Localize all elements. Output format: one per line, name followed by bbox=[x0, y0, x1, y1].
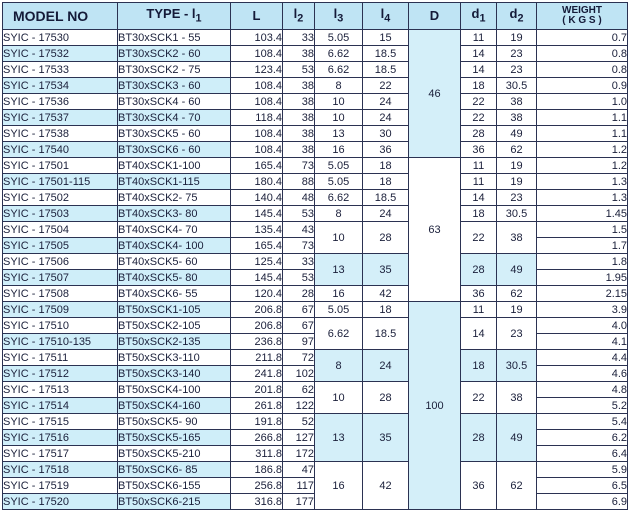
l2-cell: 53 bbox=[283, 62, 315, 78]
weight-cell: 1.5 bbox=[537, 222, 628, 238]
L-cell: 145.4 bbox=[231, 270, 283, 286]
l4-cell: 42 bbox=[363, 462, 409, 510]
model-cell: SYIC - 17515 bbox=[3, 414, 118, 430]
l2-cell: 52 bbox=[283, 414, 315, 430]
d2-cell: 23 bbox=[497, 46, 537, 62]
type-cell: BT50xSCK4-100 bbox=[118, 382, 231, 398]
d1-cell: 22 bbox=[461, 222, 497, 254]
l3-cell: 10 bbox=[315, 94, 363, 110]
type-cell: BT50xSCK1-105 bbox=[118, 302, 231, 318]
weight-cell: 1.0 bbox=[537, 94, 628, 110]
model-cell: SYIC - 17534 bbox=[3, 78, 118, 94]
l2-cell: 28 bbox=[283, 286, 315, 302]
type-cell: BT40xSCK5- 60 bbox=[118, 254, 231, 270]
weight-cell: 4.6 bbox=[537, 366, 628, 382]
table-row bbox=[3, 30, 628, 46]
L-cell: 311.8 bbox=[231, 446, 283, 462]
l2-cell: 88 bbox=[283, 174, 315, 190]
L-cell: 108.4 bbox=[231, 94, 283, 110]
table-row bbox=[3, 254, 628, 270]
type-cell: BT50xSCK6-155 bbox=[118, 478, 231, 494]
l3-cell: 10 bbox=[315, 110, 363, 126]
l2-cell: 53 bbox=[283, 270, 315, 286]
model-cell: SYIC - 17538 bbox=[3, 126, 118, 142]
type-cell: BT50xSCK5-165 bbox=[118, 430, 231, 446]
l2-cell: 97 bbox=[283, 334, 315, 350]
L-cell: 145.4 bbox=[231, 206, 283, 222]
weight-cell: 1.2 bbox=[537, 142, 628, 158]
header-l4: $l_4$ bbox=[363, 3, 409, 30]
l2-cell: 38 bbox=[283, 46, 315, 62]
l4-cell: 35 bbox=[363, 414, 409, 462]
type-cell: BT30xSCK3 - 60 bbox=[118, 78, 231, 94]
l3-cell: 16 bbox=[315, 286, 363, 302]
l4-cell: 18 bbox=[363, 302, 409, 318]
header-row bbox=[3, 3, 628, 30]
l4-cell: 18.5 bbox=[363, 318, 409, 350]
l3-cell: 6.62 bbox=[315, 46, 363, 62]
weight-cell: 6.9 bbox=[537, 494, 628, 510]
L-cell: 206.8 bbox=[231, 318, 283, 334]
table-row bbox=[3, 462, 628, 478]
L-cell: 266.8 bbox=[231, 430, 283, 446]
model-cell: SYIC - 17503 bbox=[3, 206, 118, 222]
d2-cell: 19 bbox=[497, 302, 537, 318]
d1-cell: 28 bbox=[461, 126, 497, 142]
d1-cell: 22 bbox=[461, 94, 497, 110]
d1-cell: 14 bbox=[461, 46, 497, 62]
table-row bbox=[3, 158, 628, 174]
l2-cell: 48 bbox=[283, 190, 315, 206]
d2-cell: 38 bbox=[497, 110, 537, 126]
L-cell: 201.8 bbox=[231, 382, 283, 398]
L-cell: 236.8 bbox=[231, 334, 283, 350]
header-weight: WEIGHT ( K G S ) bbox=[537, 3, 628, 30]
weight-cell: 4.4 bbox=[537, 350, 628, 366]
model-cell: SYIC - 17517 bbox=[3, 446, 118, 462]
header-model: MODEL NO bbox=[3, 3, 118, 30]
l2-cell: 122 bbox=[283, 398, 315, 414]
l4-cell: 24 bbox=[363, 110, 409, 126]
d1-cell: 36 bbox=[461, 142, 497, 158]
d2-cell: 30.5 bbox=[497, 350, 537, 382]
type-cell: BT30xSCK5 - 60 bbox=[118, 126, 231, 142]
l3-cell: 8 bbox=[315, 350, 363, 382]
model-cell: SYIC - 17511 bbox=[3, 350, 118, 366]
l3-cell: 8 bbox=[315, 78, 363, 94]
l3-cell: 13 bbox=[315, 414, 363, 462]
l3-cell: 13 bbox=[315, 126, 363, 142]
type-cell: BT50xSCK2-105 bbox=[118, 318, 231, 334]
d2-cell: 49 bbox=[497, 254, 537, 286]
table-row bbox=[3, 142, 628, 158]
model-cell: SYIC - 17509 bbox=[3, 302, 118, 318]
l2-cell: 33 bbox=[283, 254, 315, 270]
type-cell: BT30xSCK2 - 60 bbox=[118, 46, 231, 62]
model-cell: SYIC - 17501 bbox=[3, 158, 118, 174]
type-cell: BT50xSCK5-210 bbox=[118, 446, 231, 462]
weight-cell: 1.95 bbox=[537, 270, 628, 286]
type-cell: BT50xSCK3-110 bbox=[118, 350, 231, 366]
l4-cell: 24 bbox=[363, 350, 409, 382]
weight-cell: 0.8 bbox=[537, 46, 628, 62]
weight-cell: 1.1 bbox=[537, 110, 628, 126]
d2-cell: 38 bbox=[497, 222, 537, 254]
type-cell: BT40xSCK2- 75 bbox=[118, 190, 231, 206]
table-row bbox=[3, 302, 628, 318]
L-cell: 165.4 bbox=[231, 238, 283, 254]
model-cell: SYIC - 17530 bbox=[3, 30, 118, 46]
type-cell: BT50xSCK4-160 bbox=[118, 398, 231, 414]
l2-cell: 33 bbox=[283, 30, 315, 46]
l3-cell: 6.62 bbox=[315, 318, 363, 350]
L-cell: 180.4 bbox=[231, 174, 283, 190]
model-cell: SYIC - 17532 bbox=[3, 46, 118, 62]
l3-cell: 5.05 bbox=[315, 174, 363, 190]
type-cell: BT50xSCK6- 85 bbox=[118, 462, 231, 478]
header-type: TYPE - $l_1$ bbox=[118, 3, 231, 30]
type-cell: BT40xSCK4- 70 bbox=[118, 222, 231, 238]
l2-cell: 127 bbox=[283, 430, 315, 446]
weight-cell: 4.1 bbox=[537, 334, 628, 350]
l4-cell: 30 bbox=[363, 126, 409, 142]
l4-cell: 24 bbox=[363, 94, 409, 110]
model-cell: SYIC - 17520 bbox=[3, 494, 118, 510]
L-cell: 206.8 bbox=[231, 302, 283, 318]
weight-cell: 1.8 bbox=[537, 254, 628, 270]
l4-cell: 24 bbox=[363, 206, 409, 222]
d1-cell: 11 bbox=[461, 174, 497, 190]
l3-cell: 16 bbox=[315, 462, 363, 510]
header-l3: $l_3$ bbox=[315, 3, 363, 30]
table-row bbox=[3, 222, 628, 238]
type-cell: BT30xSCK1 - 55 bbox=[118, 30, 231, 46]
l2-cell: 38 bbox=[283, 94, 315, 110]
table-row bbox=[3, 46, 628, 62]
l2-cell: 62 bbox=[283, 382, 315, 398]
header-l2: $l_2$ bbox=[283, 3, 315, 30]
weight-cell: 5.9 bbox=[537, 462, 628, 478]
d1-cell: 11 bbox=[461, 30, 497, 46]
table-row bbox=[3, 78, 628, 94]
d1-cell: 18 bbox=[461, 350, 497, 382]
header-d1: $d_1$ bbox=[461, 3, 497, 30]
weight-cell: 6.4 bbox=[537, 446, 628, 462]
L-cell: 241.8 bbox=[231, 366, 283, 382]
model-cell: SYIC - 17508 bbox=[3, 286, 118, 302]
d2-cell: 19 bbox=[497, 174, 537, 190]
d1-cell: 18 bbox=[461, 78, 497, 94]
l4-cell: 18 bbox=[363, 158, 409, 174]
L-cell: 103.4 bbox=[231, 30, 283, 46]
weight-cell: 5.2 bbox=[537, 398, 628, 414]
header-D: D bbox=[409, 3, 461, 30]
d2-cell: 38 bbox=[497, 94, 537, 110]
model-cell: SYIC - 17533 bbox=[3, 62, 118, 78]
l4-cell: 35 bbox=[363, 254, 409, 286]
l3-cell: 13 bbox=[315, 254, 363, 286]
l2-cell: 38 bbox=[283, 142, 315, 158]
table-row bbox=[3, 110, 628, 126]
model-cell: SYIC - 17540 bbox=[3, 142, 118, 158]
L-cell: 118.4 bbox=[231, 110, 283, 126]
l2-cell: 73 bbox=[283, 158, 315, 174]
spec-table bbox=[2, 2, 628, 510]
d2-cell: 23 bbox=[497, 190, 537, 206]
weight-cell: 0.9 bbox=[537, 78, 628, 94]
l3-cell: 5.05 bbox=[315, 158, 363, 174]
weight-cell: 1.3 bbox=[537, 174, 628, 190]
model-cell: SYIC - 17507 bbox=[3, 270, 118, 286]
type-cell: BT30xSCK6 - 60 bbox=[118, 142, 231, 158]
table-row bbox=[3, 206, 628, 222]
l3-cell: 5.05 bbox=[315, 302, 363, 318]
d2-cell: 62 bbox=[497, 462, 537, 510]
L-cell: 261.8 bbox=[231, 398, 283, 414]
L-cell: 256.8 bbox=[231, 478, 283, 494]
table-row bbox=[3, 94, 628, 110]
weight-cell: 5.4 bbox=[537, 414, 628, 430]
model-cell: SYIC - 17518 bbox=[3, 462, 118, 478]
l2-cell: 38 bbox=[283, 110, 315, 126]
L-cell: 316.8 bbox=[231, 494, 283, 510]
d1-cell: 22 bbox=[461, 382, 497, 414]
d1-cell: 14 bbox=[461, 190, 497, 206]
type-cell: BT50xSCK3-140 bbox=[118, 366, 231, 382]
d1-cell: 11 bbox=[461, 302, 497, 318]
l2-cell: 117 bbox=[283, 478, 315, 494]
l2-cell: 73 bbox=[283, 238, 315, 254]
l2-cell: 67 bbox=[283, 302, 315, 318]
L-cell: 108.4 bbox=[231, 126, 283, 142]
l2-cell: 43 bbox=[283, 222, 315, 238]
l4-cell: 18.5 bbox=[363, 62, 409, 78]
type-cell: BT40xSCK1-115 bbox=[118, 174, 231, 190]
table-row bbox=[3, 62, 628, 78]
l4-cell: 28 bbox=[363, 222, 409, 254]
model-cell: SYIC - 17510 bbox=[3, 318, 118, 334]
L-cell: 211.8 bbox=[231, 350, 283, 366]
weight-cell: 2.15 bbox=[537, 286, 628, 302]
l3-cell: 10 bbox=[315, 222, 363, 254]
L-cell: 108.4 bbox=[231, 46, 283, 62]
l4-cell: 18.5 bbox=[363, 190, 409, 206]
d1-cell: 36 bbox=[461, 286, 497, 302]
table-row bbox=[3, 126, 628, 142]
model-cell: SYIC - 17513 bbox=[3, 382, 118, 398]
d2-cell: 49 bbox=[497, 414, 537, 462]
D-cell: 46 bbox=[409, 30, 461, 158]
d2-cell: 62 bbox=[497, 142, 537, 158]
weight-cell: 6.2 bbox=[537, 430, 628, 446]
l2-cell: 47 bbox=[283, 462, 315, 478]
l3-cell: 5.05 bbox=[315, 30, 363, 46]
l3-cell: 6.62 bbox=[315, 190, 363, 206]
l3-cell: 10 bbox=[315, 382, 363, 414]
model-cell: SYIC - 17537 bbox=[3, 110, 118, 126]
d1-cell: 14 bbox=[461, 318, 497, 350]
type-cell: BT40xSCK5- 80 bbox=[118, 270, 231, 286]
L-cell: 191.8 bbox=[231, 414, 283, 430]
l4-cell: 18 bbox=[363, 174, 409, 190]
d2-cell: 38 bbox=[497, 382, 537, 414]
type-cell: BT40xSCK1-100 bbox=[118, 158, 231, 174]
model-cell: SYIC - 17510-135 bbox=[3, 334, 118, 350]
weight-cell: 1.7 bbox=[537, 238, 628, 254]
weight-cell: 3.9 bbox=[537, 302, 628, 318]
d2-cell: 30.5 bbox=[497, 78, 537, 94]
l4-cell: 28 bbox=[363, 382, 409, 414]
d2-cell: 49 bbox=[497, 126, 537, 142]
L-cell: 165.4 bbox=[231, 158, 283, 174]
l2-cell: 38 bbox=[283, 126, 315, 142]
header-d2: $d_2$ bbox=[497, 3, 537, 30]
weight-cell: 4.0 bbox=[537, 318, 628, 334]
d1-cell: 14 bbox=[461, 62, 497, 78]
weight-cell: 1.45 bbox=[537, 206, 628, 222]
l3-cell: 6.62 bbox=[315, 62, 363, 78]
l3-cell: 8 bbox=[315, 206, 363, 222]
table-row bbox=[3, 382, 628, 398]
type-cell: BT50xSCK5- 90 bbox=[118, 414, 231, 430]
weight-cell: 1.2 bbox=[537, 158, 628, 174]
l4-cell: 42 bbox=[363, 286, 409, 302]
L-cell: 140.4 bbox=[231, 190, 283, 206]
weight-cell: 1.1 bbox=[537, 126, 628, 142]
model-cell: SYIC - 17501-115 bbox=[3, 174, 118, 190]
L-cell: 120.4 bbox=[231, 286, 283, 302]
D-cell: 63 bbox=[409, 158, 461, 302]
table-row bbox=[3, 318, 628, 334]
D-cell: 100 bbox=[409, 302, 461, 510]
type-cell: BT30xSCK2 - 75 bbox=[118, 62, 231, 78]
type-cell: BT50xSCK2-135 bbox=[118, 334, 231, 350]
model-cell: SYIC - 17536 bbox=[3, 94, 118, 110]
l2-cell: 67 bbox=[283, 318, 315, 334]
table-row bbox=[3, 174, 628, 190]
d2-cell: 23 bbox=[497, 318, 537, 350]
weight-cell: 1.3 bbox=[537, 190, 628, 206]
d1-cell: 28 bbox=[461, 254, 497, 286]
model-cell: SYIC - 17506 bbox=[3, 254, 118, 270]
L-cell: 125.4 bbox=[231, 254, 283, 270]
type-cell: BT40xSCK6- 55 bbox=[118, 286, 231, 302]
weight-cell: 6.5 bbox=[537, 478, 628, 494]
model-cell: SYIC - 17502 bbox=[3, 190, 118, 206]
L-cell: 123.4 bbox=[231, 62, 283, 78]
model-cell: SYIC - 17514 bbox=[3, 398, 118, 414]
d1-cell: 28 bbox=[461, 414, 497, 462]
table-row bbox=[3, 350, 628, 366]
d1-cell: 22 bbox=[461, 110, 497, 126]
L-cell: 108.4 bbox=[231, 142, 283, 158]
weight-cell: 0.7 bbox=[537, 30, 628, 46]
model-cell: SYIC - 17512 bbox=[3, 366, 118, 382]
d1-cell: 18 bbox=[461, 206, 497, 222]
l4-cell: 36 bbox=[363, 142, 409, 158]
model-cell: SYIC - 17519 bbox=[3, 478, 118, 494]
type-cell: BT30xSCK4 - 60 bbox=[118, 94, 231, 110]
d1-cell: 11 bbox=[461, 158, 497, 174]
d2-cell: 19 bbox=[497, 30, 537, 46]
table-row bbox=[3, 286, 628, 302]
l2-cell: 72 bbox=[283, 350, 315, 366]
L-cell: 186.8 bbox=[231, 462, 283, 478]
l4-cell: 22 bbox=[363, 78, 409, 94]
model-cell: SYIC - 17504 bbox=[3, 222, 118, 238]
d2-cell: 23 bbox=[497, 62, 537, 78]
l2-cell: 177 bbox=[283, 494, 315, 510]
l2-cell: 172 bbox=[283, 446, 315, 462]
type-cell: BT40xSCK4- 100 bbox=[118, 238, 231, 254]
model-cell: SYIC - 17505 bbox=[3, 238, 118, 254]
l4-cell: 15 bbox=[363, 30, 409, 46]
type-cell: BT40xSCK3- 80 bbox=[118, 206, 231, 222]
weight-cell: 4.8 bbox=[537, 382, 628, 398]
l2-cell: 53 bbox=[283, 206, 315, 222]
l2-cell: 38 bbox=[283, 78, 315, 94]
l4-cell: 18.5 bbox=[363, 46, 409, 62]
L-cell: 135.4 bbox=[231, 222, 283, 238]
type-cell: BT50xSCK6-215 bbox=[118, 494, 231, 510]
weight-cell: 0.8 bbox=[537, 62, 628, 78]
type-cell: BT30xSCK4 - 70 bbox=[118, 110, 231, 126]
L-cell: 108.4 bbox=[231, 78, 283, 94]
d2-cell: 19 bbox=[497, 158, 537, 174]
header-L: L bbox=[231, 3, 283, 30]
d2-cell: 30.5 bbox=[497, 206, 537, 222]
d1-cell: 36 bbox=[461, 462, 497, 510]
l3-cell: 16 bbox=[315, 142, 363, 158]
d2-cell: 62 bbox=[497, 286, 537, 302]
table-row bbox=[3, 190, 628, 206]
model-cell: SYIC - 17516 bbox=[3, 430, 118, 446]
table-row bbox=[3, 414, 628, 430]
l2-cell: 102 bbox=[283, 366, 315, 382]
